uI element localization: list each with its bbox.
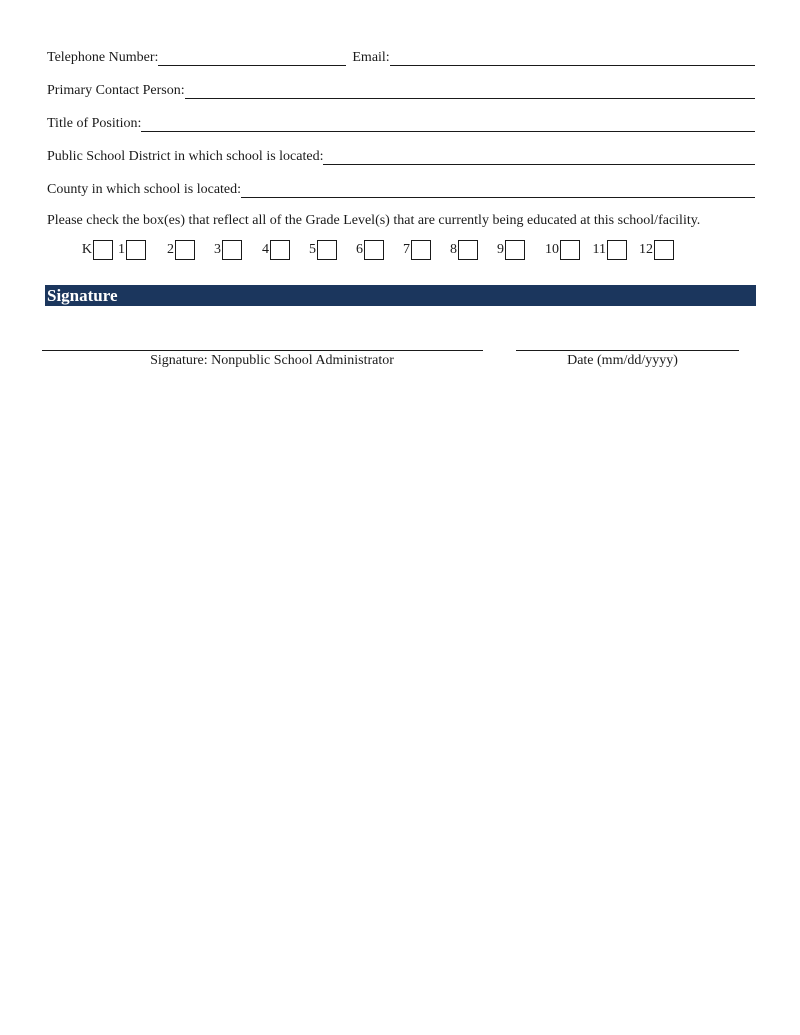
email-label: Email: xyxy=(352,50,390,65)
grade-item-11 xyxy=(587,239,627,261)
grade-item-k xyxy=(72,239,113,261)
title-label: Title of Position: xyxy=(47,116,142,131)
grade-label: 10 xyxy=(545,242,559,257)
grade-label: 2 xyxy=(167,242,174,257)
grade-level-checkboxes xyxy=(0,239,800,263)
grade-label: 7 xyxy=(403,242,410,257)
grade-checkbox-7[interactable] xyxy=(411,240,431,260)
title-input[interactable] xyxy=(141,115,755,132)
grade-item-4 xyxy=(254,239,290,261)
grade-checkbox-k[interactable] xyxy=(93,240,113,260)
grade-label: 1 xyxy=(118,242,125,257)
grade-item-12 xyxy=(634,239,674,261)
district-row xyxy=(47,145,755,165)
district-label: Public School District in which school is located: xyxy=(47,149,324,164)
grade-checkbox-11[interactable] xyxy=(607,240,627,260)
grade-label: 3 xyxy=(214,242,221,257)
grade-checkbox-6[interactable] xyxy=(364,240,384,260)
admin-signature-line[interactable] xyxy=(42,350,483,351)
telephone-input[interactable] xyxy=(158,49,346,66)
county-label: County in which school is located: xyxy=(47,182,242,197)
grade-item-8 xyxy=(443,239,478,261)
grade-level-instructions: Please check the box(es) that reflect all of the Grade Level(s) that are currently being educated at this school/facility. xyxy=(47,213,701,228)
grade-item-7 xyxy=(396,239,431,261)
grade-checkbox-4[interactable] xyxy=(270,240,290,260)
email-input[interactable] xyxy=(390,49,755,66)
telephone-email-row xyxy=(47,46,755,66)
grade-label: 4 xyxy=(262,242,269,257)
grade-item-9 xyxy=(490,239,525,261)
grade-checkbox-10[interactable] xyxy=(560,240,580,260)
grade-checkbox-2[interactable] xyxy=(175,240,195,260)
grade-item-1 xyxy=(113,239,146,261)
grade-label: 8 xyxy=(450,242,457,257)
grade-checkbox-5[interactable] xyxy=(317,240,337,260)
primary-contact-row xyxy=(47,79,755,99)
grade-label: 11 xyxy=(592,242,606,257)
primary-contact-input[interactable] xyxy=(185,82,755,99)
grade-checkbox-9[interactable] xyxy=(505,240,525,260)
grade-label: 5 xyxy=(309,242,316,257)
signature-date-caption: Date (mm/dd/yyyy) xyxy=(567,353,678,368)
county-row xyxy=(47,178,755,198)
grade-label: 12 xyxy=(639,242,653,257)
grade-item-3 xyxy=(207,239,242,261)
district-input[interactable] xyxy=(323,148,755,165)
grade-label: 9 xyxy=(497,242,504,257)
grade-item-10 xyxy=(540,239,580,261)
grade-checkbox-1[interactable] xyxy=(126,240,146,260)
signature-date-line[interactable] xyxy=(516,350,739,351)
grade-item-5 xyxy=(302,239,337,261)
grade-checkbox-8[interactable] xyxy=(458,240,478,260)
grade-label: 6 xyxy=(356,242,363,257)
grade-item-6 xyxy=(349,239,384,261)
signature-section-header: Signature xyxy=(45,285,756,306)
title-row xyxy=(47,112,755,132)
grade-label: K xyxy=(81,242,92,257)
county-input[interactable] xyxy=(241,181,755,198)
admin-signature-caption: Signature: Nonpublic School Administrator xyxy=(150,353,394,368)
grade-item-2 xyxy=(160,239,195,261)
primary-contact-label: Primary Contact Person: xyxy=(47,83,185,98)
telephone-label: Telephone Number: xyxy=(47,50,159,65)
grade-checkbox-12[interactable] xyxy=(654,240,674,260)
grade-checkbox-3[interactable] xyxy=(222,240,242,260)
